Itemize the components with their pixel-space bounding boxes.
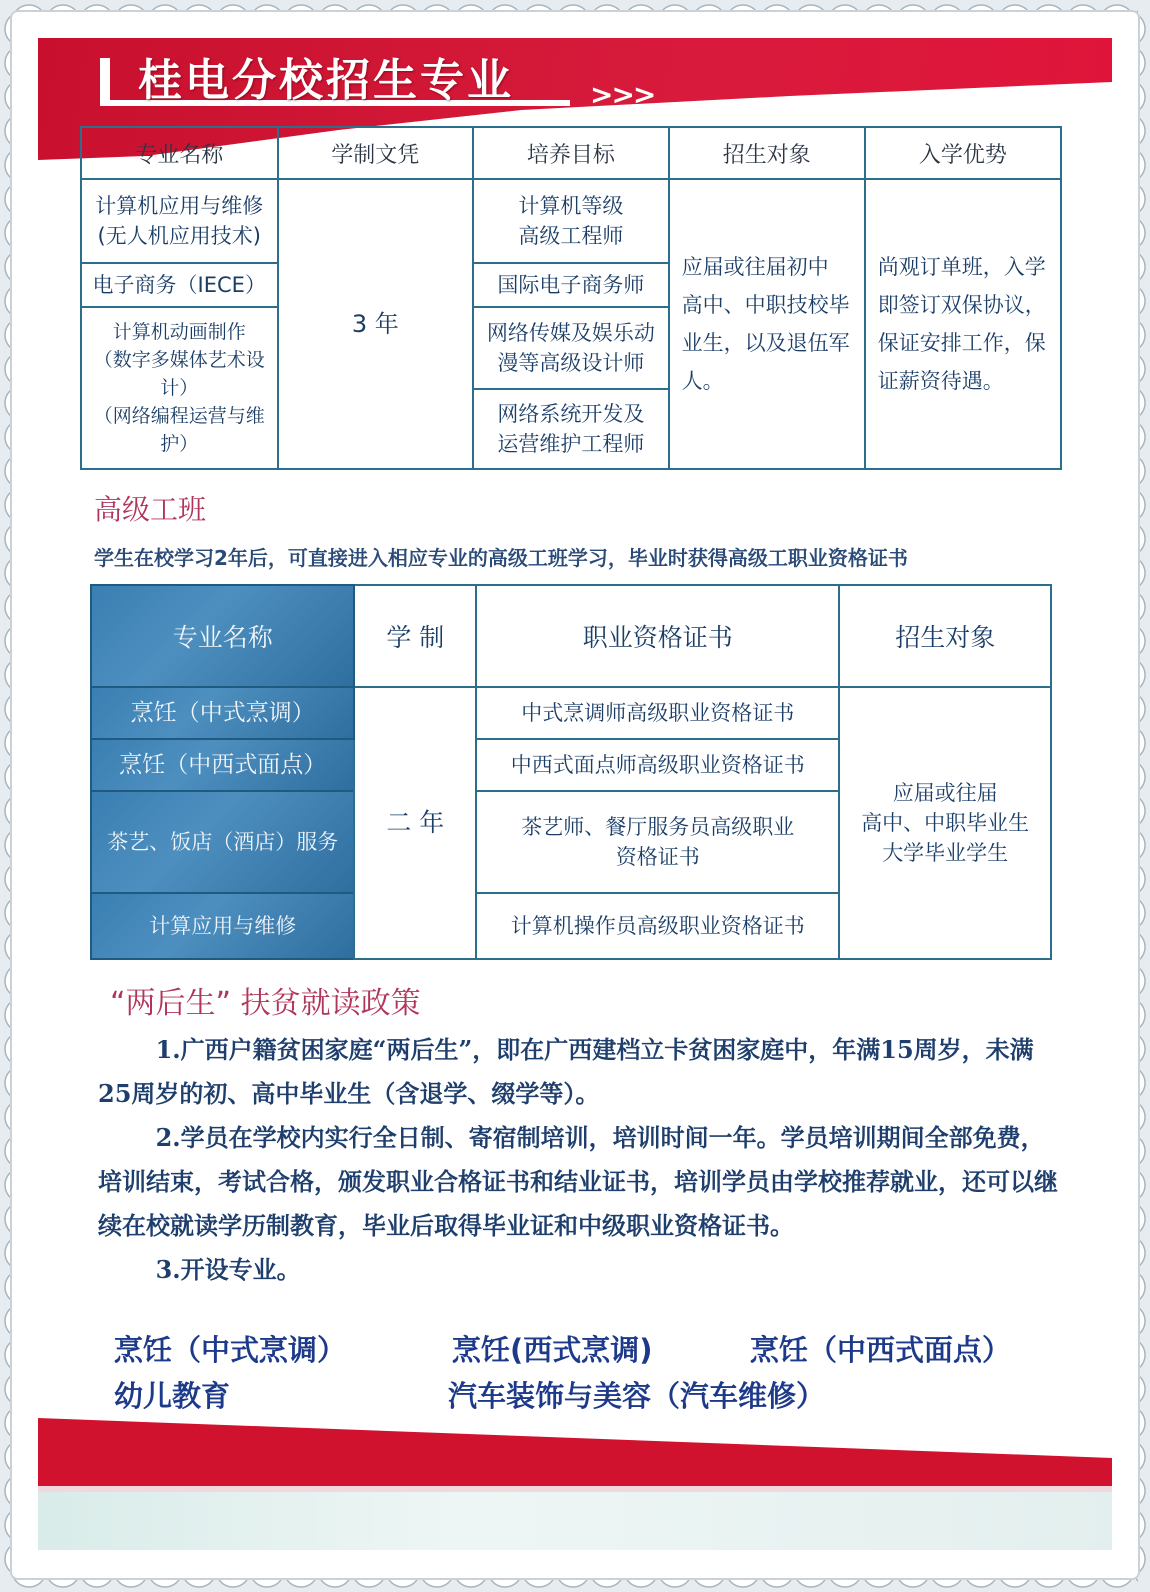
major-subname: (无人机应用技术) bbox=[97, 224, 261, 248]
col-header-major: 专业名称 bbox=[91, 585, 354, 687]
goal-text: 漫等高级设计师 bbox=[497, 351, 645, 375]
offered-major: 烹饪(西式烹调) bbox=[452, 1333, 653, 1367]
target-text: 应届或往届初中 bbox=[681, 255, 829, 279]
target-text: 人。 bbox=[681, 369, 724, 393]
col-header-certificate: 职业资格证书 bbox=[476, 585, 839, 687]
certificate-cell: 中西式面点师高级职业资格证书 bbox=[476, 739, 839, 791]
red-footer-band bbox=[38, 1418, 1112, 1490]
policy-paragraph-2: 2.学员在学校内实行全日制、寄宿制培训，培训时间一年。学员培训期间全部免费，培训结束，考试合格，颁发职业合格证书和结业证书，培训学员由学校推荐就业，还可以继续在校就读学历制教育，毕业后取得毕业证和中级职业资格证书。 bbox=[98, 1123, 1058, 1240]
section-title-senior-class: 高级工班 bbox=[94, 493, 207, 526]
target-text: 高中、中职技校毕 bbox=[681, 293, 850, 317]
col-header-advantage: 入学优势 bbox=[865, 127, 1061, 179]
majors-table bbox=[80, 126, 1062, 470]
chevron-right-icon: >>> bbox=[590, 78, 655, 111]
major-cell: 计算应用与维修 bbox=[91, 893, 354, 959]
table-header-row bbox=[91, 585, 1051, 687]
major-cell bbox=[81, 179, 278, 263]
col-header-goal: 培养目标 bbox=[473, 127, 669, 179]
major-cell: 烹饪（中西式面点） bbox=[91, 739, 354, 791]
table-header-row bbox=[81, 127, 1061, 179]
goal-text: 高级工程师 bbox=[518, 224, 624, 248]
policy-paragraph-1: 1.广西户籍贫困家庭“两后生”，即在广西建档立卡贫困家庭中，年满15周岁，未满25周岁的初、高中毕业生（含退学、缀学等）。 bbox=[98, 1035, 1034, 1108]
certificate-cell: 中式烹调师高级职业资格证书 bbox=[476, 687, 839, 739]
senior-class-table bbox=[90, 584, 1052, 960]
col-header-target: 招生对象 bbox=[839, 585, 1051, 687]
target-cell bbox=[669, 179, 865, 469]
policy-body bbox=[98, 1028, 1058, 1292]
major-subname: （数字多媒体艺术设计） bbox=[93, 349, 265, 399]
major-subname: （网络编程运营与维护） bbox=[93, 405, 265, 455]
certificate-text: 茶艺师、餐厅服务员高级职业 bbox=[521, 815, 795, 839]
major-cell: 烹饪（中式烹调） bbox=[91, 687, 354, 739]
section-title-policy: “两后生” 扶贫就读政策 bbox=[110, 986, 421, 1021]
advantage-cell bbox=[865, 179, 1061, 469]
offered-major: 汽车装饰与美容（汽车维修） bbox=[448, 1379, 826, 1413]
offered-major: 烹饪（中西式面点） bbox=[750, 1333, 1012, 1367]
footer-teal-band bbox=[38, 1492, 1112, 1550]
brochure-page bbox=[38, 38, 1112, 1550]
goal-cell bbox=[473, 307, 669, 389]
target-text: 高中、中职毕业生 bbox=[861, 811, 1030, 835]
goal-cell bbox=[473, 389, 669, 469]
col-header-duration: 学制文凭 bbox=[278, 127, 474, 179]
target-text: 应届或往届 bbox=[892, 781, 998, 805]
col-header-target: 招生对象 bbox=[669, 127, 865, 179]
certificate-cell bbox=[476, 791, 839, 893]
goal-text: 网络系统开发及 bbox=[497, 402, 645, 426]
advantage-text: 保证安排工作，保 bbox=[877, 331, 1046, 355]
major-cell: 电子商务（IECE） bbox=[81, 263, 278, 307]
senior-class-description: 学生在校学习2年后，可直接进入相应专业的高级工班学习，毕业时获得高级工职业资格证书 bbox=[94, 546, 908, 570]
major-cell: 茶艺、饭店（酒店）服务 bbox=[91, 791, 354, 893]
goal-text: 计算机等级 bbox=[518, 194, 624, 218]
page-title: 桂电分校招生专业 bbox=[138, 55, 514, 106]
advantage-text: 即签订双保协议， bbox=[877, 293, 1046, 317]
target-text: 业生，以及退伍军 bbox=[681, 331, 850, 355]
major-name: 计算机应用与维修 bbox=[95, 194, 264, 218]
title-bar-decoration bbox=[100, 58, 110, 102]
major-name: 计算机动画制作 bbox=[112, 321, 246, 343]
offered-major: 烹饪（中式烹调） bbox=[114, 1333, 347, 1367]
goal-cell bbox=[473, 179, 669, 263]
certificate-cell: 计算机操作员高级职业资格证书 bbox=[476, 893, 839, 959]
policy-paragraph-3: 3.开设专业。 bbox=[155, 1255, 301, 1284]
offered-major: 幼儿教育 bbox=[114, 1379, 231, 1413]
target-text: 大学毕业学生 bbox=[882, 841, 1009, 865]
duration-cell: 3 年 bbox=[278, 179, 474, 469]
col-header-major: 专业名称 bbox=[81, 127, 278, 179]
advantage-text: 证薪资待遇。 bbox=[877, 369, 1004, 393]
table-row bbox=[91, 687, 1051, 739]
col-header-duration: 学 制 bbox=[354, 585, 476, 687]
goal-cell: 国际电子商务师 bbox=[473, 263, 669, 307]
goal-text: 网络传媒及娱乐动 bbox=[486, 321, 655, 345]
goal-text: 运营维护工程师 bbox=[497, 432, 645, 456]
duration-cell: 二 年 bbox=[354, 687, 476, 959]
table-row bbox=[81, 179, 1061, 263]
advantage-text: 尚观订单班，入学 bbox=[877, 255, 1046, 279]
certificate-text: 资格证书 bbox=[615, 845, 700, 869]
target-cell bbox=[839, 687, 1051, 959]
major-cell bbox=[81, 307, 278, 469]
